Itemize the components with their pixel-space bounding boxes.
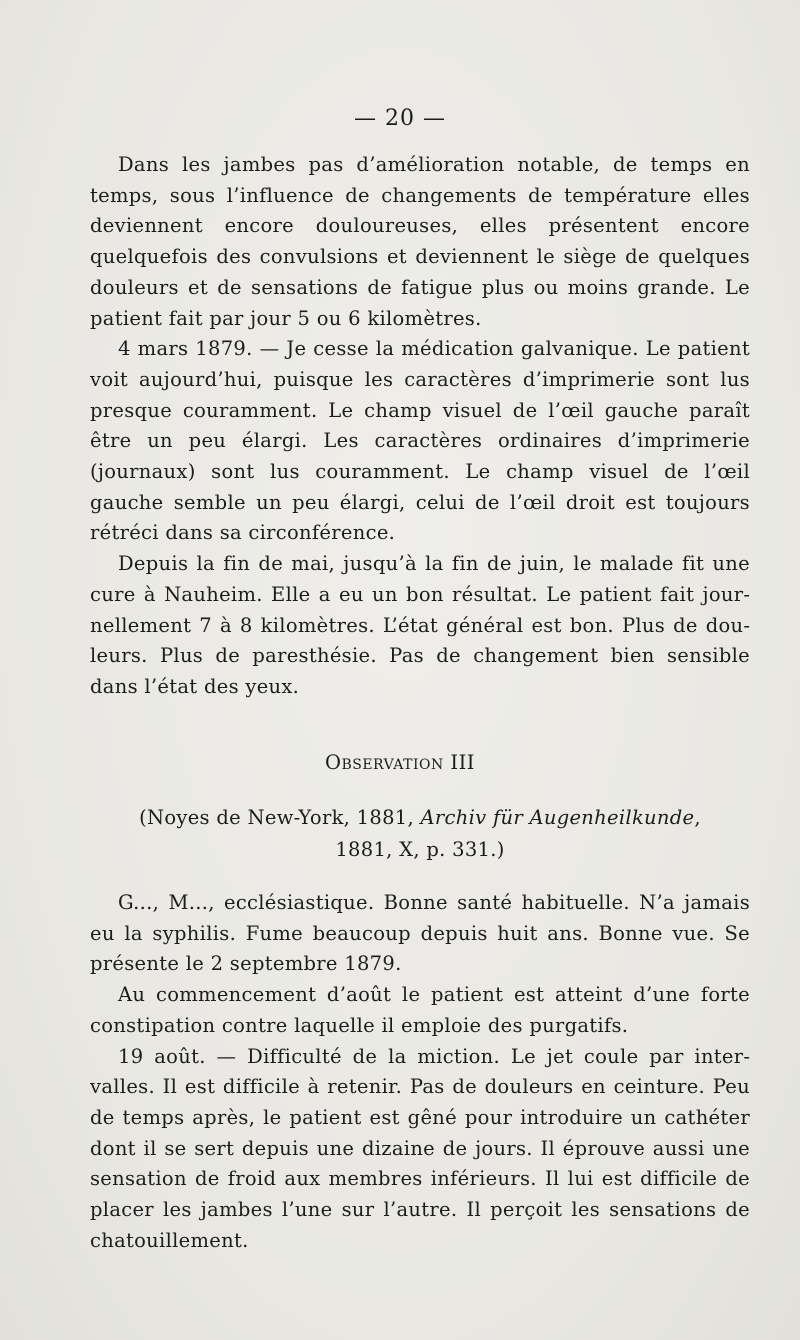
paragraph: 4 mars 1879. — Je cesse la médication galvanique. Le patient voit aujourd’hui, puisque les caractères d’imprimerie sont lus presque couramment. Le champ visuel de l’œil gauche paraît être un peu élargi. Les caractères ordinaires d’imprimerie (journaux) sont lus couramment. Le champ visuel de l’œil gauche semble un peu élargi, celui de l’œil droit est toujours rétréci dans sa circonférence. <box>90 337 750 545</box>
page-number: — 20 — <box>354 106 446 131</box>
citation-after: , <box>694 806 701 829</box>
text-block-top <box>90 150 750 703</box>
citation-journal: Archiv für Augenheilkunde <box>420 806 695 829</box>
paragraph: Depuis la fin de mai, jusqu’à la fin de juin, le malade fit une cure à Nauheim. Elle a eu un bon résultat. Le patient fait journellement 7 à 8 kilomètres. L’état général est bon. Plus de douleurs. Plus de paresthésie. Pas de changement bien sensible dans l’état des yeux. <box>90 552 750 698</box>
citation-before: (Noyes de New-York, 1881, <box>139 806 421 829</box>
source-citation <box>90 802 750 866</box>
paragraph: 19 août. — Difficulté de la miction. Le jet coule par intervalles. Il est difficile à retenir. Pas de douleurs en ceinture. Peu de temps après, le patient est gêné pour introduire un cathéter dont il se sert depuis une dizaine de jours. Il éprouve aussi une sensation de froid aux membres inférieurs. Il lui est difficile de placer les jambes l’une sur l’autre. Il perçoit les sensations de chatouillement. <box>90 1044 750 1252</box>
observation-label: Observation <box>324 751 444 774</box>
paragraph: Dans les jambes pas d’amélioration notable, de temps en temps, sous l’influence de changements de température elles deviennent encore douloureuses, elles présentent encore quelquefois des convulsions et deviennent le siège de quelques douleurs et de sensations de fatigue plus ou moins grande. Le patient fait par jour 5 ou 6 kilomètres. <box>90 153 750 330</box>
paragraph: Au commencement d’août le patient est atteint d’une forte constipation contre laquelle il emploie des purgatifs. <box>90 983 750 1037</box>
text-block-bottom <box>90 888 750 1256</box>
citation-line2: 1881, X, p. 331.) <box>335 838 505 861</box>
paragraph: G..., M..., ecclésiastique. Bonne santé habituelle. N’a jamais eu la syphilis. Fume beaucoup depuis huit ans. Bonne vue. Se présente le 2 septembre 1879. <box>90 891 750 976</box>
observation-heading <box>0 748 800 778</box>
observation-number: III <box>450 751 476 774</box>
